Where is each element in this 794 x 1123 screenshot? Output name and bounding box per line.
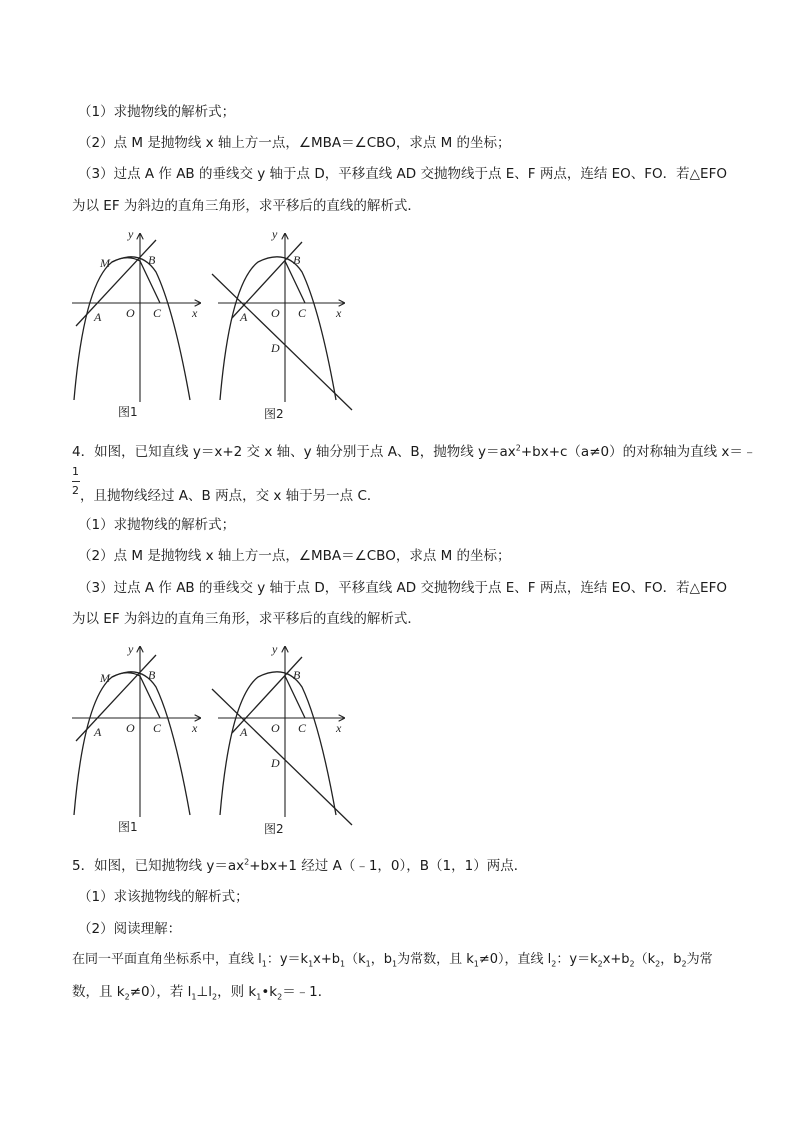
text: 为常数，且 k (397, 952, 474, 967)
parabola (220, 257, 336, 400)
figure-caption: 图2 (264, 407, 284, 421)
subscript: 2 (597, 959, 603, 969)
problem-4-intro-text-b: +bx+c（a≠0）的对称轴为直线 x＝﹣ (520, 444, 757, 460)
problem-4-question-1: （1）求抛物线的解析式； (78, 517, 236, 533)
text: ，b (660, 952, 682, 967)
text: ≠0），直线 l (478, 952, 552, 967)
label-y: y (272, 227, 278, 241)
subscript: 1 (340, 959, 346, 969)
label-b: B (293, 668, 301, 682)
label-b: B (148, 253, 156, 267)
problem-5-intro-text-b: +bx+1 经过 A（﹣1，0），B（1，1）两点． (249, 858, 528, 874)
subscript: 1 (261, 959, 267, 969)
subscript: 1 (191, 992, 197, 1002)
label-d: D (271, 341, 280, 355)
label-m: M (100, 671, 110, 685)
label-o: O (271, 306, 280, 320)
subscript: 2 (681, 959, 687, 969)
problem-5-paragraph-line1 (72, 951, 732, 969)
segment-bc (140, 676, 160, 718)
text: ：y＝k (266, 952, 309, 967)
text: x+b (313, 952, 341, 967)
label-x: x (336, 306, 342, 320)
figure-caption: 图1 (118, 405, 138, 419)
subscript: 1 (365, 959, 371, 969)
line-ab (232, 657, 302, 733)
subscript: 2 (277, 992, 283, 1002)
figure-1-parabola-with-point-m (62, 224, 212, 424)
label-b: B (148, 668, 156, 682)
label-x: x (192, 721, 198, 735)
label-a: A (94, 725, 102, 739)
text: 为常 (686, 952, 713, 967)
text: （k (634, 952, 656, 967)
question-3-text-line1: （3）过点 A 作 AB 的垂线交 y 轴于点 D，平移直线 AD 交抛物线于点 E、F 两点，连结 EO、FO．若△EFO (78, 166, 727, 182)
label-m: M (100, 256, 110, 270)
problem-5-question-2: （2）阅读理解： (78, 921, 182, 937)
subscript: 1 (256, 992, 262, 1002)
label-a: A (240, 725, 248, 739)
label-a: A (240, 310, 248, 324)
superscript: 2 (515, 443, 521, 453)
figure-caption: 图2 (264, 822, 284, 836)
question-3-text-line2: 为以 EF 为斜边的直角三角形，求平移后的直线的解析式． (72, 198, 421, 214)
question-2-text: （2）点 M 是抛物线 x 轴上方一点，∠MBA＝∠CBO，求点 M 的坐标； (78, 135, 511, 151)
label-y: y (128, 227, 134, 241)
line-ad (212, 689, 352, 825)
segment-bc (285, 676, 305, 718)
problem-4-question-3-line1: （3）过点 A 作 AB 的垂线交 y 轴于点 D，平移直线 AD 交抛物线于点 E、F 两点，连结 EO、FO．若△EFO (78, 580, 727, 596)
figure-2-parabola-with-point-d (206, 224, 356, 424)
label-c: C (298, 721, 307, 735)
question-1-text: （1）求抛物线的解析式； (78, 104, 236, 120)
label-c: C (298, 306, 307, 320)
subscript: 2 (212, 992, 218, 1002)
text: ≠0），若 l (129, 984, 192, 1000)
text: 数，且 k (72, 984, 125, 1000)
problem-4-figure-1 (62, 639, 212, 839)
label-a: A (94, 310, 102, 324)
text: ＝﹣1． (282, 984, 332, 1000)
figure-caption: 图1 (118, 820, 138, 834)
label-x: x (192, 306, 198, 320)
line-ad (212, 274, 352, 410)
parabola (74, 672, 190, 815)
subscript: 2 (655, 959, 661, 969)
label-o: O (126, 721, 135, 735)
text: x+b (602, 952, 630, 967)
label-d: D (271, 756, 280, 770)
parabola (74, 257, 190, 400)
label-o: O (271, 721, 280, 735)
text: ：y＝k (556, 952, 598, 967)
fraction-denominator: 2 (72, 484, 79, 497)
subscript: 1 (473, 959, 479, 969)
label-x: x (336, 721, 342, 735)
problem-4-intro (72, 443, 757, 461)
line-ab (232, 242, 302, 318)
label-b: B (293, 253, 301, 267)
problem-4-question-3-line2: 为以 EF 为斜边的直角三角形，求平移后的直线的解析式． (72, 611, 421, 627)
segment-bc (140, 261, 160, 303)
parabola (220, 672, 336, 815)
problem-4-intro-text-c: ，且抛物线经过 A、B 两点，交 x 轴于另一点 C． (80, 488, 381, 504)
problem-5-question-1: （1）求该抛物线的解析式； (78, 889, 249, 905)
subscript: 2 (124, 992, 130, 1002)
text: ，则 k (217, 984, 257, 1000)
problem-5-intro-text-a: 5．如图，已知抛物线 y＝ax (72, 858, 245, 874)
text: ⊥l (196, 984, 213, 1000)
problem-4-question-2: （2）点 M 是抛物线 x 轴上方一点，∠MBA＝∠CBO，求点 M 的坐标； (78, 548, 511, 564)
text: •k (261, 984, 278, 1000)
label-y: y (128, 642, 134, 656)
line-ab (76, 240, 156, 326)
fraction-bar (72, 481, 80, 482)
label-o: O (126, 306, 135, 320)
problem-5-intro (72, 857, 732, 875)
subscript: 1 (392, 959, 398, 969)
fraction-numerator: 1 (72, 465, 79, 478)
label-c: C (153, 306, 162, 320)
label-c: C (153, 721, 162, 735)
subscript: 1 (308, 959, 314, 969)
superscript: 2 (244, 857, 250, 867)
problem-4-intro-text-a: 4．如图，已知直线 y＝x+2 交 x 轴、y 轴分别于点 A、B，抛物线 y＝ax (72, 444, 516, 460)
subscript: 2 (629, 959, 635, 969)
line-ab (76, 655, 156, 741)
problem-5-paragraph-line2 (72, 983, 732, 1001)
problem-4-figure-2 (206, 639, 356, 839)
label-y: y (272, 642, 278, 656)
text: （k (345, 952, 366, 967)
subscript: 2 (551, 959, 557, 969)
text: 在同一平面直角坐标系中，直线 l (72, 952, 262, 967)
text: ，b (370, 952, 392, 967)
segment-bc (285, 261, 305, 303)
